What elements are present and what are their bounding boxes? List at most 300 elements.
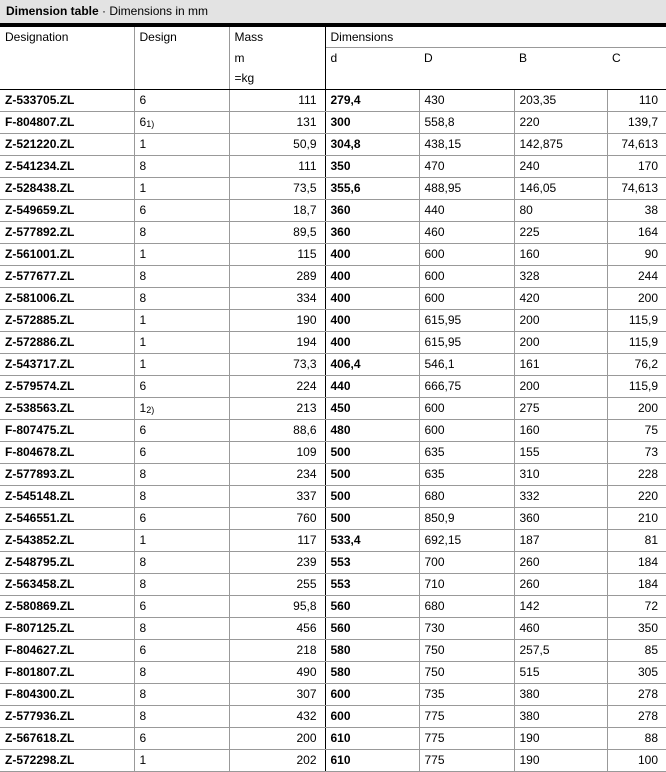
cell-D-text: 635	[424, 467, 445, 482]
cell-mass-text: 202	[296, 753, 317, 768]
cell-mass-text: 131	[296, 115, 317, 130]
cell-D-text: 488,95	[424, 181, 462, 196]
table-row	[0, 287, 666, 309]
cell-designation-text: F-804678.ZL	[5, 445, 75, 460]
cell-d-text: 500	[330, 467, 351, 482]
cell-mass-text: 255	[296, 577, 317, 592]
cell-designation	[0, 419, 134, 441]
cell-B	[514, 375, 607, 397]
cell-design	[134, 507, 229, 529]
cell-B	[514, 727, 607, 749]
cell-C-text: 139,7	[627, 115, 659, 130]
table-row	[0, 441, 666, 463]
cell-D-text: 850,9	[424, 511, 455, 526]
cell-D	[419, 397, 514, 419]
cell-d	[325, 309, 419, 331]
cell-B-text: 146,05	[519, 181, 557, 196]
cell-D	[419, 331, 514, 353]
cell-D	[419, 727, 514, 749]
cell-d	[325, 243, 419, 265]
cell-design-text: 6	[139, 114, 147, 129]
cell-design-text: 6	[139, 730, 147, 745]
cell-mass	[229, 309, 325, 331]
table-row	[0, 353, 666, 375]
cell-mass-text: 239	[296, 555, 317, 570]
cell-design	[134, 419, 229, 441]
cell-designation-text: Z-533705.ZL	[5, 93, 75, 108]
cell-B-text: 142	[519, 599, 540, 614]
cell-D	[419, 133, 514, 155]
cell-B-text: 380	[519, 687, 540, 702]
table-row	[0, 177, 666, 199]
cell-design-text: 8	[139, 466, 147, 481]
cell-D	[419, 441, 514, 463]
cell-D-text: 460	[424, 225, 445, 240]
cell-mass-text: 334	[296, 291, 317, 306]
cell-mass	[229, 727, 325, 749]
cell-designation	[0, 243, 134, 265]
cell-B	[514, 749, 607, 771]
cell-D-text: 750	[424, 665, 445, 680]
cell-C-text: 110	[638, 93, 659, 108]
cell-C	[607, 155, 666, 177]
cell-B-text: 460	[519, 621, 540, 636]
cell-design-text: 8	[139, 268, 147, 283]
cell-designation-text: Z-521220.ZL	[5, 137, 75, 152]
cell-C-text: 74,613	[621, 137, 659, 152]
cell-C	[607, 243, 666, 265]
cell-mass-text: 50,9	[293, 137, 317, 152]
cell-d	[325, 221, 419, 243]
cell-designation-text: Z-541234.ZL	[5, 159, 75, 174]
cell-designation-text: Z-545148.ZL	[5, 489, 75, 504]
cell-design	[134, 595, 229, 617]
cell-C	[607, 353, 666, 375]
cell-designation-text: F-804807.ZL	[5, 115, 75, 130]
cell-B	[514, 287, 607, 309]
table-row	[0, 661, 666, 683]
cell-designation	[0, 111, 134, 133]
cell-design	[134, 287, 229, 309]
cell-C-text: 115,9	[628, 379, 659, 394]
cell-design	[134, 397, 229, 419]
cell-designation	[0, 529, 134, 551]
cell-B-text: 225	[519, 225, 540, 240]
cell-designation-text: F-804627.ZL	[5, 643, 75, 658]
cell-designation-text: Z-572298.ZL	[5, 753, 75, 768]
cell-d-text: 355,6	[330, 181, 361, 196]
cell-D	[419, 705, 514, 727]
cell-C	[607, 133, 666, 155]
cell-design	[134, 199, 229, 221]
cell-D	[419, 661, 514, 683]
cell-B	[514, 177, 607, 199]
cell-C-text: 115,9	[628, 313, 659, 328]
cell-designation	[0, 155, 134, 177]
cell-designation	[0, 397, 134, 419]
cell-D-text: 680	[424, 599, 445, 614]
cell-d	[325, 155, 419, 177]
cell-C	[607, 485, 666, 507]
cell-d	[325, 749, 419, 771]
cell-mass-text: 88,6	[293, 423, 317, 438]
cell-designation	[0, 221, 134, 243]
cell-mass-text: 89,5	[293, 225, 317, 240]
cell-designation	[0, 683, 134, 705]
cell-D-text: 700	[424, 555, 445, 570]
cell-mass	[229, 177, 325, 199]
cell-C	[607, 463, 666, 485]
cell-D	[419, 749, 514, 771]
table-row	[0, 331, 666, 353]
cell-d	[325, 705, 419, 727]
cell-design	[134, 639, 229, 661]
cell-D	[419, 463, 514, 485]
cell-designation	[0, 463, 134, 485]
cell-B-text: 260	[519, 577, 540, 592]
cell-C-text: 85	[644, 643, 659, 658]
cell-design-text: 6	[139, 92, 147, 107]
cell-B-text: 240	[519, 159, 540, 174]
cell-C-text: 184	[637, 577, 659, 592]
cell-B	[514, 463, 607, 485]
cell-mass	[229, 639, 325, 661]
cell-d-text: 553	[330, 577, 351, 592]
cell-B-text: 187	[519, 533, 540, 548]
cell-designation-text: Z-549659.ZL	[5, 203, 75, 218]
cell-designation	[0, 749, 134, 771]
cell-design-text: 1	[139, 334, 147, 349]
cell-mass-text: 432	[296, 709, 317, 724]
cell-d-text: 560	[330, 599, 351, 614]
cell-mass	[229, 265, 325, 287]
cell-design	[134, 683, 229, 705]
cell-mass	[229, 133, 325, 155]
cell-B-text: 190	[519, 753, 540, 768]
cell-d-text: 350	[330, 159, 351, 174]
cell-design-text: 8	[139, 290, 147, 305]
table-row	[0, 397, 666, 419]
cell-C-text: 210	[637, 511, 659, 526]
cell-C	[607, 441, 666, 463]
cell-designation	[0, 309, 134, 331]
cell-design	[134, 177, 229, 199]
table-row	[0, 551, 666, 573]
cell-D-text: 775	[424, 753, 445, 768]
cell-designation-text: Z-577893.ZL	[5, 467, 75, 482]
cell-D	[419, 89, 514, 111]
cell-designation-text: Z-579574.ZL	[5, 379, 75, 394]
cell-d-text: 360	[330, 225, 351, 240]
cell-D-text: 692,15	[424, 533, 462, 548]
cell-B-text: 360	[519, 511, 540, 526]
cell-d-text: 400	[330, 247, 351, 262]
cell-B-text: 200	[519, 313, 540, 328]
cell-D	[419, 221, 514, 243]
cell-B	[514, 507, 607, 529]
cell-mass	[229, 749, 325, 771]
cell-B	[514, 573, 607, 595]
cell-mass-text: 307	[296, 687, 317, 702]
cell-designation-text: Z-580869.ZL	[5, 599, 75, 614]
cell-designation	[0, 573, 134, 595]
cell-C-text: 164	[637, 225, 659, 240]
cell-designation	[0, 595, 134, 617]
cell-C	[607, 551, 666, 573]
cell-d-text: 580	[330, 643, 351, 658]
cell-B-text: 220	[519, 115, 540, 130]
cell-d-text: 406,4	[330, 357, 361, 372]
cell-design	[134, 331, 229, 353]
table-row	[0, 375, 666, 397]
cell-d-text: 533,4	[330, 533, 361, 548]
cell-D	[419, 507, 514, 529]
cell-d	[325, 133, 419, 155]
cell-design	[134, 573, 229, 595]
cell-B	[514, 617, 607, 639]
cell-mass-text: 109	[296, 445, 317, 460]
cell-d	[325, 353, 419, 375]
cell-D	[419, 485, 514, 507]
cell-C	[607, 199, 666, 221]
header-D: D	[419, 48, 514, 89]
cell-C-text: 75	[644, 423, 659, 438]
cell-d	[325, 199, 419, 221]
cell-D	[419, 595, 514, 617]
cell-designation	[0, 441, 134, 463]
cell-design-text: 8	[139, 686, 147, 701]
cell-designation-text: Z-577892.ZL	[5, 225, 75, 240]
cell-mass-text: 73,3	[293, 357, 317, 372]
cell-C	[607, 111, 666, 133]
cell-mass	[229, 683, 325, 705]
cell-design-text: 1	[139, 312, 147, 327]
table-row	[0, 573, 666, 595]
table-row	[0, 155, 666, 177]
cell-d	[325, 375, 419, 397]
cell-d	[325, 661, 419, 683]
table-row	[0, 683, 666, 705]
cell-B-text: 328	[519, 269, 540, 284]
cell-designation	[0, 485, 134, 507]
cell-B	[514, 397, 607, 419]
cell-d	[325, 463, 419, 485]
cell-C	[607, 221, 666, 243]
cell-designation-text: Z-528438.ZL	[5, 181, 75, 196]
cell-mass-text: 224	[296, 379, 317, 394]
cell-mass-text: 190	[296, 313, 317, 328]
cell-B	[514, 133, 607, 155]
cell-design	[134, 727, 229, 749]
cell-d	[325, 617, 419, 639]
cell-mass-text: 337	[296, 489, 317, 504]
cell-B-text: 160	[519, 423, 540, 438]
cell-design-text: 6	[139, 378, 147, 393]
cell-mass	[229, 463, 325, 485]
cell-designation-text: Z-572886.ZL	[5, 335, 75, 350]
cell-d	[325, 507, 419, 529]
cell-design-text: 1	[139, 180, 147, 195]
cell-mass	[229, 397, 325, 419]
header-d: d	[325, 48, 419, 89]
cell-D-text: 615,95	[424, 335, 462, 350]
cell-mass	[229, 375, 325, 397]
cell-mass	[229, 595, 325, 617]
cell-designation	[0, 375, 134, 397]
cell-B-text: 275	[519, 401, 540, 416]
cell-design-text: 8	[139, 158, 147, 173]
cell-designation-text: Z-561001.ZL	[5, 247, 75, 262]
cell-C	[607, 639, 666, 661]
cell-d-text: 600	[330, 709, 351, 724]
table-row	[0, 243, 666, 265]
cell-mass	[229, 529, 325, 551]
cell-mass-text: 490	[296, 665, 317, 680]
cell-D-text: 666,75	[424, 379, 462, 394]
header-C: C	[607, 48, 666, 89]
cell-design	[134, 375, 229, 397]
cell-mass	[229, 705, 325, 727]
table-row	[0, 617, 666, 639]
cell-C-text: 244	[637, 269, 659, 284]
cell-d-text: 450	[330, 401, 351, 416]
table-row	[0, 463, 666, 485]
cell-d	[325, 639, 419, 661]
cell-d-text: 600	[330, 687, 351, 702]
cell-d	[325, 419, 419, 441]
cell-designation-text: F-804300.ZL	[5, 687, 75, 702]
cell-mass	[229, 111, 325, 133]
cell-d-text: 279,4	[330, 93, 361, 108]
cell-design-text: 8	[139, 576, 147, 591]
table-row	[0, 199, 666, 221]
cell-C	[607, 309, 666, 331]
dimension-table	[0, 27, 666, 772]
cell-D	[419, 199, 514, 221]
cell-d	[325, 727, 419, 749]
cell-B-text: 200	[519, 335, 540, 350]
cell-design-text: 1	[139, 136, 147, 151]
cell-C-text: 170	[637, 159, 659, 174]
cell-d	[325, 529, 419, 551]
cell-D	[419, 683, 514, 705]
table-row	[0, 309, 666, 331]
cell-mass	[229, 419, 325, 441]
cell-mass	[229, 353, 325, 375]
cell-D-text: 680	[424, 489, 445, 504]
cell-design-text: 6	[139, 598, 147, 613]
cell-B	[514, 551, 607, 573]
cell-D	[419, 573, 514, 595]
cell-mass-text: 117	[297, 533, 317, 548]
cell-D	[419, 529, 514, 551]
table-title-bar	[0, 0, 666, 27]
cell-C-text: 74,613	[621, 181, 659, 196]
cell-C	[607, 727, 666, 749]
cell-design-text: 1	[139, 532, 147, 547]
cell-mass-text: 115	[297, 247, 317, 262]
table-row	[0, 265, 666, 287]
cell-mass	[229, 507, 325, 529]
cell-designation	[0, 89, 134, 111]
cell-mass	[229, 441, 325, 463]
cell-designation	[0, 133, 134, 155]
cell-designation-text: Z-538563.ZL	[5, 401, 75, 416]
cell-mass-text: 111	[298, 93, 317, 108]
cell-D	[419, 265, 514, 287]
cell-mass	[229, 617, 325, 639]
cell-design-text: 1	[139, 752, 147, 767]
cell-D-text: 750	[424, 643, 445, 658]
cell-B	[514, 353, 607, 375]
cell-D-text: 438,15	[424, 137, 462, 152]
cell-B	[514, 331, 607, 353]
cell-C-text: 76,2	[634, 357, 659, 372]
cell-D	[419, 155, 514, 177]
cell-C-text: 72	[644, 599, 659, 614]
cell-B	[514, 111, 607, 133]
cell-designation-text: Z-577936.ZL	[5, 709, 75, 724]
cell-d-text: 610	[330, 731, 351, 746]
table-row	[0, 111, 666, 133]
cell-B-text: 203,35	[519, 93, 557, 108]
header-mass-symbol: m	[229, 48, 325, 68]
cell-D	[419, 375, 514, 397]
cell-designation	[0, 727, 134, 749]
cell-B	[514, 529, 607, 551]
cell-C	[607, 89, 666, 111]
cell-C	[607, 419, 666, 441]
cell-designation-text: F-801807.ZL	[5, 665, 75, 680]
cell-design	[134, 441, 229, 463]
table-row	[0, 485, 666, 507]
cell-B-text: 200	[519, 379, 540, 394]
cell-B-text: 260	[519, 555, 540, 570]
cell-d	[325, 265, 419, 287]
cell-mass	[229, 89, 325, 111]
cell-B	[514, 221, 607, 243]
cell-B	[514, 705, 607, 727]
cell-B-text: 257,5	[519, 643, 550, 658]
cell-designation	[0, 661, 134, 683]
cell-C	[607, 705, 666, 727]
cell-C-text: 90	[644, 247, 659, 262]
cell-design-text: 8	[139, 224, 147, 239]
cell-designation-text: Z-581006.ZL	[5, 291, 75, 306]
cell-d-text: 304,8	[330, 137, 361, 152]
cell-B	[514, 199, 607, 221]
cell-designation-text: Z-543852.ZL	[5, 533, 75, 548]
header-designation: Designation	[0, 27, 134, 89]
cell-d-text: 500	[330, 445, 351, 460]
cell-D-text: 440	[424, 203, 445, 218]
cell-D-text: 710	[424, 577, 445, 592]
table-row	[0, 133, 666, 155]
cell-designation-text: F-807475.ZL	[5, 423, 75, 438]
cell-mass-text: 456	[296, 621, 317, 636]
cell-B	[514, 485, 607, 507]
cell-C	[607, 683, 666, 705]
cell-C	[607, 595, 666, 617]
cell-B-text: 155	[519, 445, 540, 460]
cell-designation-text: Z-572885.ZL	[5, 313, 75, 328]
header-design: Design	[134, 27, 229, 89]
cell-C-text: 200	[637, 401, 659, 416]
cell-mass	[229, 331, 325, 353]
cell-D-text: 735	[424, 687, 445, 702]
table-row	[0, 507, 666, 529]
cell-d	[325, 683, 419, 705]
